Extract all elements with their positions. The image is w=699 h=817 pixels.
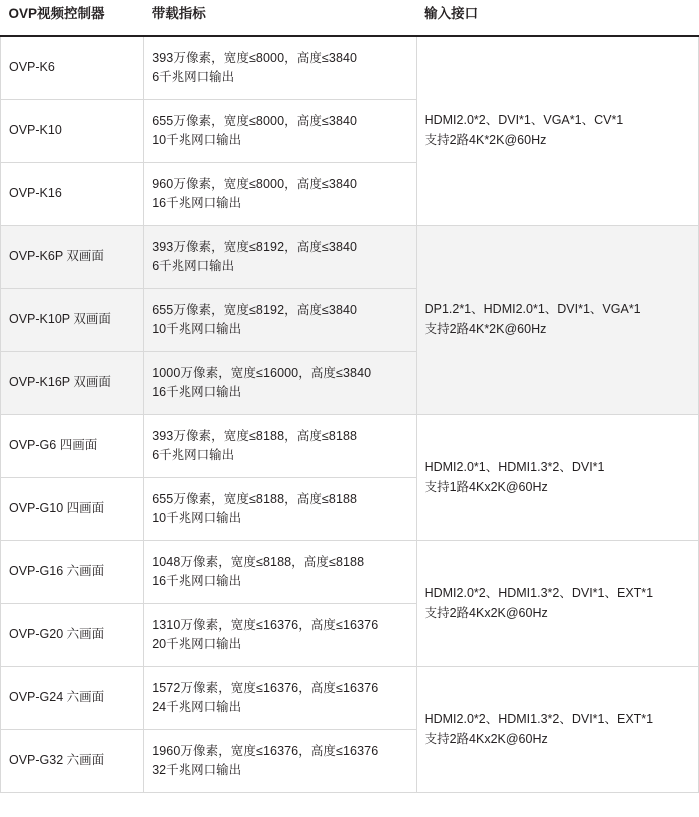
model-label: OVP-K10P 双画面	[9, 312, 111, 327]
cell-spec	[144, 36, 416, 100]
spec-line-1: 655万像素，宽度≤8192，高度≤3840	[152, 302, 358, 317]
cell-model	[1, 540, 144, 603]
spec-line-1: 1048万像素，宽度≤8188，高度≤8188	[152, 554, 365, 569]
spec-line-2: 24千兆网口输出	[152, 699, 242, 714]
cell-model	[1, 99, 144, 162]
cell-input	[416, 540, 698, 666]
cell-spec	[144, 666, 416, 729]
table-row	[1, 666, 699, 729]
header-input: 输入接口	[416, 0, 698, 36]
input-line-1: HDMI2.0*2、DVI*1、VGA*1、CV*1	[424, 113, 624, 128]
spec-line-2: 16千兆网口输出	[152, 384, 242, 399]
input-line-2: 支持2路4Kx2K@60Hz	[424, 731, 548, 746]
cell-model	[1, 351, 144, 414]
spec-line-1: 960万像素，宽度≤8000，高度≤3840	[152, 176, 358, 191]
cell-spec	[144, 540, 416, 603]
cell-input	[416, 225, 698, 414]
model-label: OVP-G16 六画面	[9, 564, 105, 579]
cell-spec	[144, 477, 416, 540]
input-line-2: 支持2路4K*2K@60Hz	[424, 133, 547, 148]
cell-model	[1, 603, 144, 666]
table-row	[1, 36, 699, 100]
model-label: OVP-K16P 双画面	[9, 375, 111, 390]
cell-model	[1, 225, 144, 288]
spec-line-1: 1000万像素，宽度≤16000，高度≤3840	[152, 365, 372, 380]
cell-model	[1, 729, 144, 792]
cell-spec	[144, 729, 416, 792]
table-row	[1, 414, 699, 477]
cell-model	[1, 477, 144, 540]
spec-line-2: 10千兆网口输出	[152, 321, 242, 336]
spec-line-1: 393万像素，宽度≤8000，高度≤3840	[152, 50, 358, 65]
cell-model	[1, 162, 144, 225]
spec-line-1: 655万像素，宽度≤8000，高度≤3840	[152, 113, 358, 128]
input-line-1: HDMI2.0*1、HDMI1.3*2、DVI*1	[424, 459, 605, 474]
cell-spec	[144, 225, 416, 288]
input-line-1: HDMI2.0*2、HDMI1.3*2、DVI*1、EXT*1	[424, 711, 654, 726]
spec-line-1: 1572万像素，宽度≤16376，高度≤16376	[152, 680, 379, 695]
cell-spec	[144, 351, 416, 414]
cell-model	[1, 666, 144, 729]
cell-spec	[144, 414, 416, 477]
model-label: OVP-G32 六画面	[9, 753, 105, 768]
spec-line-2: 16千兆网口输出	[152, 573, 242, 588]
model-label: OVP-G10 四画面	[9, 501, 105, 516]
spec-line-2: 10千兆网口输出	[152, 132, 242, 147]
table-row	[1, 540, 699, 603]
input-line-1: HDMI2.0*2、HDMI1.3*2、DVI*1、EXT*1	[424, 585, 654, 600]
cell-input	[416, 414, 698, 540]
model-label: OVP-K16	[9, 186, 62, 201]
table-header-row	[1, 0, 699, 36]
model-label: OVP-K6	[9, 60, 55, 75]
input-line-2: 支持2路4K*2K@60Hz	[424, 322, 547, 337]
spec-line-1: 1310万像素，宽度≤16376，高度≤16376	[152, 617, 379, 632]
spec-line-2: 32千兆网口输出	[152, 762, 242, 777]
cell-spec	[144, 603, 416, 666]
spec-line-1: 393万像素，宽度≤8192，高度≤3840	[152, 239, 358, 254]
spec-line-2: 10千兆网口输出	[152, 510, 242, 525]
model-label: OVP-K6P 双画面	[9, 249, 104, 264]
model-label: OVP-G24 六画面	[9, 690, 105, 705]
input-line-2: 支持1路4Kx2K@60Hz	[424, 479, 548, 494]
cell-model	[1, 288, 144, 351]
cell-model	[1, 36, 144, 100]
cell-input	[416, 36, 698, 226]
cell-input	[416, 666, 698, 792]
table-body	[1, 36, 699, 793]
input-line-2: 支持2路4Kx2K@60Hz	[424, 605, 548, 620]
table-row	[1, 225, 699, 288]
spec-line-2: 16千兆网口输出	[152, 195, 242, 210]
spec-line-2: 20千兆网口输出	[152, 636, 242, 651]
cell-model	[1, 414, 144, 477]
input-line-1: DP1.2*1、HDMI2.0*1、DVI*1、VGA*1	[424, 302, 641, 317]
spec-line-2: 6千兆网口输出	[152, 69, 235, 84]
cell-spec	[144, 99, 416, 162]
spec-line-2: 6千兆网口输出	[152, 258, 235, 273]
model-label: OVP-G20 六画面	[9, 627, 105, 642]
spec-line-1: 1960万像素，宽度≤16376，高度≤16376	[152, 743, 379, 758]
spec-line-1: 393万像素，宽度≤8188，高度≤8188	[152, 428, 358, 443]
model-label: OVP-G6 四画面	[9, 438, 98, 453]
header-spec: 带载指标	[144, 0, 416, 36]
cell-spec	[144, 162, 416, 225]
spec-line-1: 655万像素，宽度≤8188，高度≤8188	[152, 491, 358, 506]
cell-spec	[144, 288, 416, 351]
spec-line-2: 6千兆网口输出	[152, 447, 235, 462]
header-model: OVP视频控制器	[1, 0, 144, 36]
model-label: OVP-K10	[9, 123, 62, 138]
